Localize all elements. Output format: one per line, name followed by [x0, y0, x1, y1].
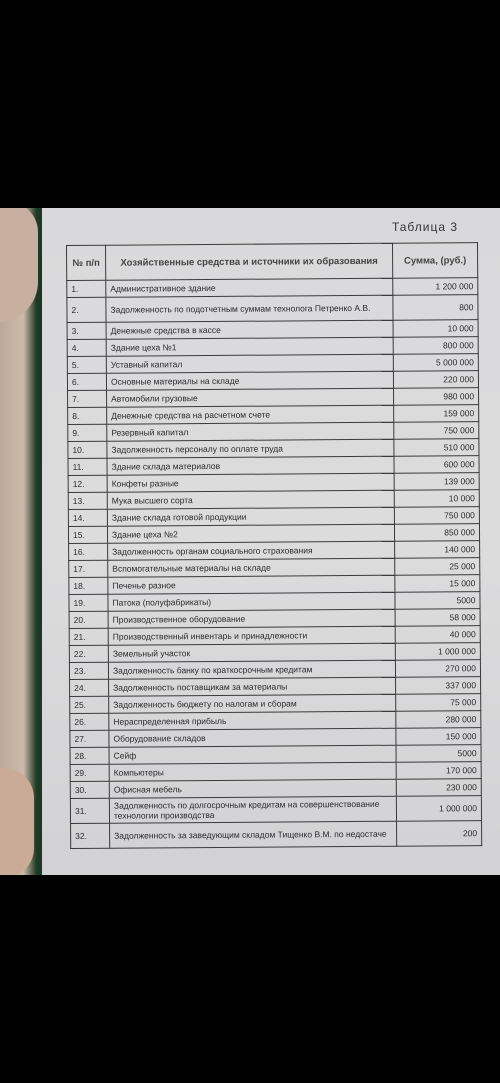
row-amount: 280 000	[396, 711, 481, 729]
row-description: Офисная мебель	[109, 779, 396, 798]
row-description: Задолженность бюджету по налогам и сборам	[109, 694, 396, 713]
row-description: Задолженность органам социального страхования	[108, 541, 395, 560]
row-amount: 750 000	[394, 507, 479, 525]
row-amount: 980 000	[394, 388, 479, 406]
row-description: Задолженность по подотчетным суммам технолога Петренко А.В.	[106, 295, 393, 322]
row-number: 30.	[70, 781, 109, 798]
row-number: 25.	[70, 696, 109, 713]
row-number: 29.	[70, 764, 109, 781]
row-amount: 10 000	[394, 490, 479, 508]
row-amount: 58 000	[395, 609, 480, 627]
row-description: Вспомогательные материалы на складе	[108, 558, 395, 577]
row-number: 8.	[68, 407, 107, 424]
table-row	[67, 295, 478, 323]
row-amount: 5 000 000	[393, 354, 478, 372]
row-amount: 5000	[396, 745, 481, 763]
row-amount: 600 000	[394, 456, 479, 474]
row-description: Нераспределенная прибыль	[109, 711, 396, 730]
row-number: 15.	[68, 526, 107, 543]
row-amount: 510 000	[394, 439, 479, 457]
row-description: Административное здание	[106, 278, 393, 297]
row-number: 31.	[70, 798, 109, 823]
table-row	[71, 821, 482, 849]
row-amount: 139 000	[394, 473, 479, 491]
row-amount: 10 000	[393, 320, 478, 338]
header-sum: Сумма, (руб.)	[392, 243, 477, 279]
data-table	[66, 242, 482, 849]
row-amount: 15 000	[395, 575, 480, 593]
row-number: 28.	[70, 747, 109, 764]
table-row	[70, 796, 481, 824]
table-caption: Таблица 3	[391, 220, 458, 234]
row-number: 26.	[70, 713, 109, 730]
table-body	[67, 278, 482, 849]
row-number: 12.	[68, 475, 107, 492]
row-amount: 25 000	[395, 558, 480, 576]
row-amount: 270 000	[395, 660, 480, 678]
row-number: 14.	[68, 509, 107, 526]
row-description: Мука высшего сорта	[107, 490, 394, 509]
row-number: 4.	[67, 339, 106, 356]
row-description: Сейф	[109, 745, 396, 764]
row-number: 27.	[70, 730, 109, 747]
row-description: Патока (полуфабрикаты)	[108, 592, 395, 611]
row-description: Здание склада готовой продукции	[107, 507, 394, 526]
row-amount: 159 000	[394, 405, 479, 423]
row-amount: 230 000	[396, 779, 481, 797]
row-amount: 850 000	[394, 524, 479, 542]
row-description: Оборудование складов	[109, 728, 396, 747]
finger-bottom	[0, 768, 34, 875]
row-number: 19.	[69, 594, 108, 611]
row-description: Задолженность банку по краткосрочным кредитам	[108, 660, 395, 679]
row-amount: 40 000	[395, 626, 480, 644]
row-amount: 800 000	[393, 337, 478, 355]
row-description: Здание склада материалов	[107, 456, 394, 475]
row-number: 11.	[68, 458, 107, 475]
row-amount: 1 200 000	[393, 278, 478, 296]
row-amount: 200	[397, 821, 482, 847]
header-num: № п/п	[67, 245, 106, 280]
row-number: 1.	[67, 280, 106, 297]
row-number: 10.	[68, 441, 107, 458]
row-number: 13.	[68, 492, 107, 509]
row-description: Земельный участок	[108, 643, 395, 662]
table-header-row	[67, 243, 478, 281]
row-description: Автомобили грузовые	[107, 388, 394, 407]
row-description: Компьютеры	[109, 762, 396, 781]
row-number: 2.	[67, 297, 106, 322]
row-number: 17.	[69, 560, 108, 577]
row-number: 32.	[71, 823, 110, 848]
row-description: Здание цеха №2	[107, 524, 394, 543]
row-amount: 800	[393, 295, 478, 321]
row-amount: 337 000	[396, 677, 481, 695]
row-amount: 170 000	[396, 762, 481, 780]
row-amount: 75 000	[396, 694, 481, 712]
row-description: Печенье разное	[108, 575, 395, 594]
row-description: Конфеты разные	[107, 473, 394, 492]
row-number: 18.	[69, 577, 108, 594]
row-number: 6.	[67, 373, 106, 390]
row-description: Денежные средства в кассе	[106, 320, 393, 339]
row-number: 3.	[67, 322, 106, 339]
row-description: Задолженность за заведующим складом Тищенко В.М. по недостаче	[110, 821, 397, 848]
row-amount: 1 000 000	[396, 796, 481, 822]
row-amount: 5000	[395, 592, 480, 610]
row-description: Производственный инвентарь и принадлежности	[108, 626, 395, 645]
row-number: 20.	[69, 611, 108, 628]
row-description: Задолженность по долгосрочным кредитам на совершенствование технологии производства	[109, 796, 396, 823]
row-description: Здание цеха №1	[106, 337, 393, 356]
row-number: 21.	[69, 628, 108, 645]
row-amount: 150 000	[396, 728, 481, 746]
photo-area	[0, 208, 500, 875]
row-amount: 140 000	[395, 541, 480, 559]
row-description: Уставный капитал	[106, 354, 393, 373]
row-number: 16.	[69, 543, 108, 560]
row-amount: 750 000	[394, 422, 479, 440]
row-number: 23.	[69, 662, 108, 679]
row-description: Задолженность персоналу по оплате труда	[107, 439, 394, 458]
row-description: Задолженность поставщикам за материалы	[109, 677, 396, 696]
row-number: 24.	[70, 679, 109, 696]
row-number: 22.	[69, 645, 108, 662]
row-amount: 1 000 000	[395, 643, 480, 661]
row-description: Производственное оборудование	[108, 609, 395, 628]
header-desc: Хозяйственные средства и источники их образования	[106, 243, 393, 280]
row-number: 5.	[67, 356, 106, 373]
row-description: Резервный капитал	[107, 422, 394, 441]
row-number: 7.	[68, 390, 107, 407]
paper-sheet	[42, 208, 500, 875]
row-description: Основные материалы на складе	[106, 371, 393, 390]
row-amount: 220 000	[393, 371, 478, 389]
row-description: Денежные средства на расчетном счете	[107, 405, 394, 424]
row-number: 9.	[68, 424, 107, 441]
